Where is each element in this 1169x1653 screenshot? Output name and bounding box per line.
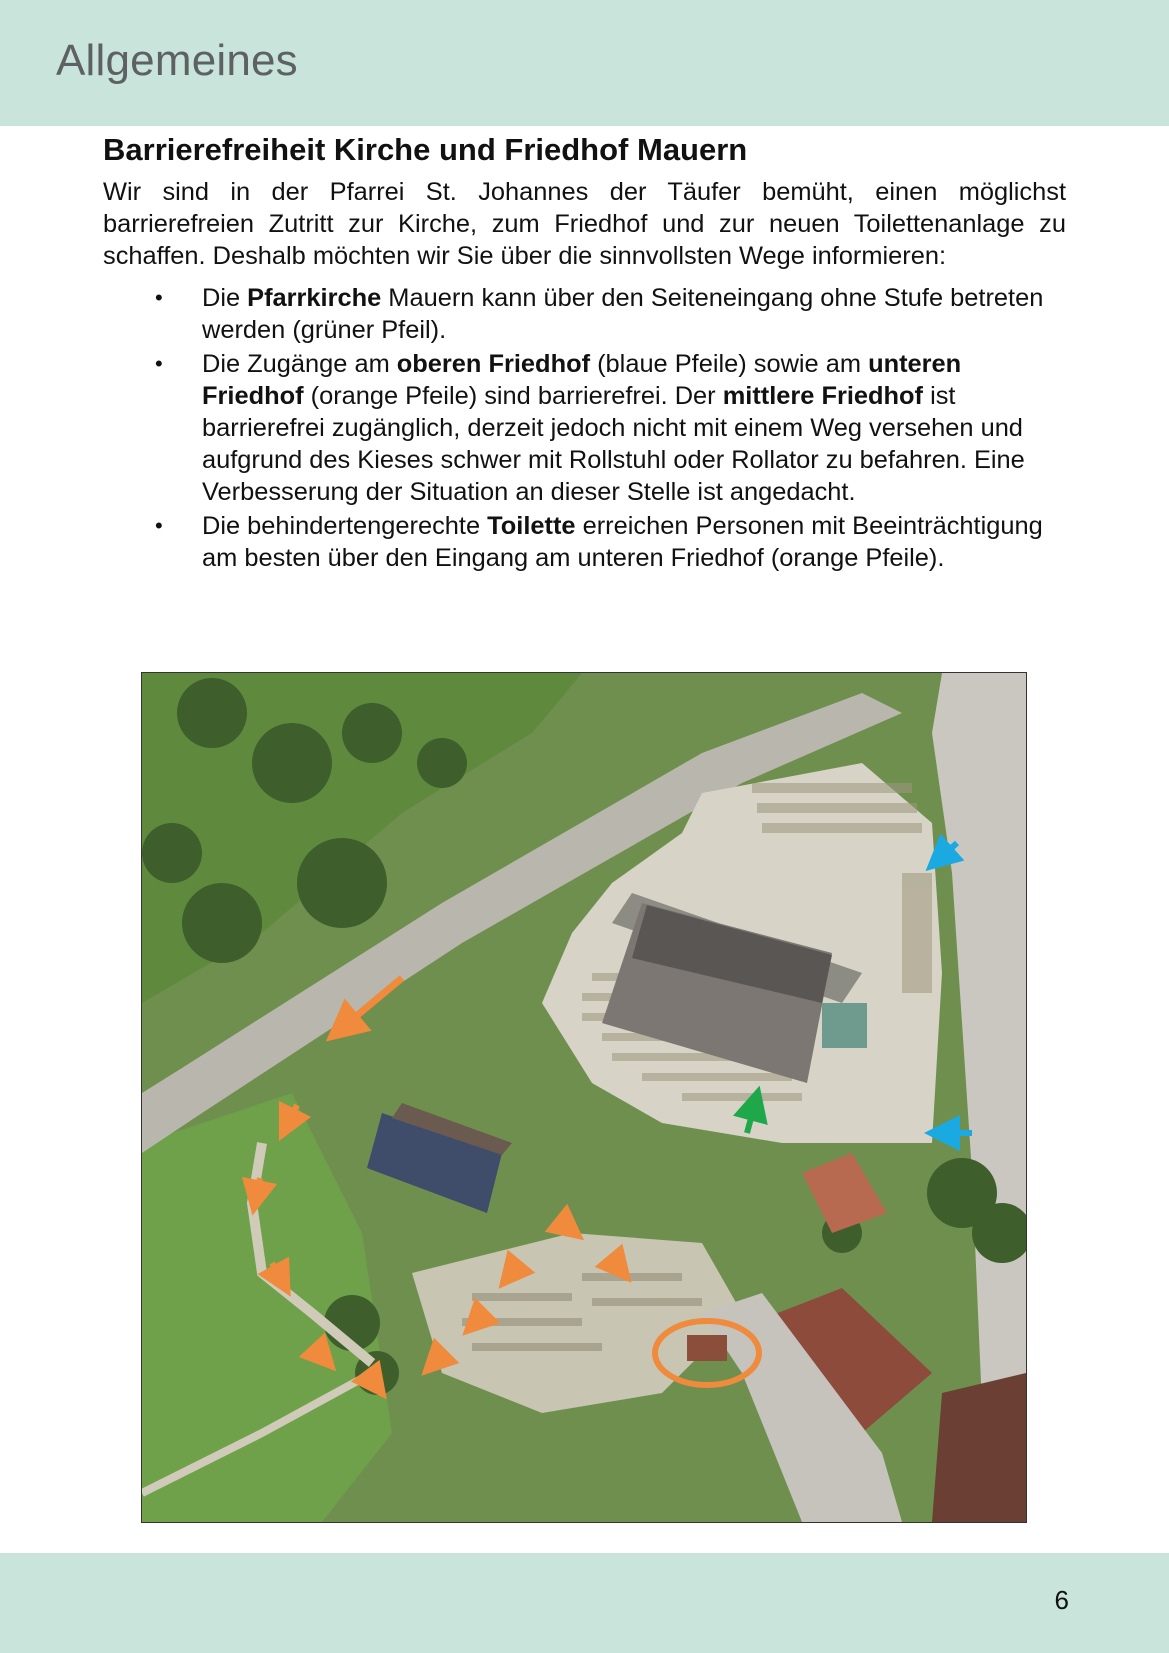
orange-arrow-icon (342, 978, 402, 1028)
bullet-text: (orange Pfeile) sind barrierefrei. Der (303, 382, 723, 411)
aerial-map (141, 672, 1027, 1523)
orange-arrow-icon (610, 1257, 620, 1269)
orange-arrow-icon (370, 1377, 376, 1385)
bullet-text: ist barrierefrei zugänglich, derzeit jedoch nicht mit einem Weg versehen und aufgrund des Kieses schwer mit Rollstuhl oder Rollator zu befahren. Eine Verbesserung der Situation an dieser Stelle ist angedacht. (202, 382, 1025, 507)
bullet-text: erreichen Personen mit Beeinträchtigung am besten über den Eingang am unteren Friedhof (orange Pfeile). (202, 512, 1043, 573)
section-title: Allgemeines (56, 36, 298, 85)
bullet-bold-text: oberen Friedhof (396, 350, 591, 379)
list-item (103, 348, 1066, 508)
orange-arrow-icon (475, 1313, 485, 1323)
route-arrows (142, 673, 1026, 1522)
bullet-icon: • (155, 285, 163, 311)
page-number: 6 (1054, 1585, 1069, 1615)
green-arrow-icon (747, 1103, 755, 1133)
bullet-list (103, 282, 1066, 574)
orange-arrow-icon (312, 1345, 324, 1358)
article-title: Barrierefreiheit Kirche und Friedhof Mauern (103, 132, 748, 167)
bullet-text: Die Zugänge am (202, 350, 397, 379)
orange-arrow-icon (434, 1355, 442, 1363)
bullet-text: Die behindertengerechte (202, 512, 488, 541)
orange-arrow-icon (287, 1105, 297, 1125)
list-item (103, 510, 1066, 574)
bullet-bold-text: mittlere Friedhof (722, 382, 924, 411)
footer-band (0, 1553, 1169, 1653)
list-item (103, 282, 1066, 346)
orange-arrow-icon (272, 1263, 282, 1281)
header-band (0, 0, 1169, 126)
bullet-text: Mauern kann über den Seiteneingang ohne Stufe betreten werden (grüner Pfeil). (202, 284, 1044, 345)
blue-arrow-icon (939, 843, 957, 859)
bullet-text: Die (202, 284, 248, 313)
bullet-text: (blaue Pfeile) sowie am (590, 350, 869, 379)
bullet-bold-text: Toilette (487, 512, 576, 541)
bullet-icon: • (155, 351, 163, 377)
bullet-bold-text: Pfarrkirche (247, 284, 382, 313)
article (103, 130, 1066, 576)
orange-arrow-icon (510, 1263, 520, 1275)
bullet-bold-text: unteren Friedhof (202, 350, 962, 411)
orange-arrow-icon (560, 1221, 570, 1229)
intro-paragraph: Wir sind in der Pfarrei St. Johannes der Täufer bemüht, einen möglichst barrierefreien Zutritt zur Kirche, zum Friedhof und zur neuen Toilettenanlage zu schaffen. Deshalb möchten wir Sie über die sinnvollsten Wege informieren: (103, 178, 1066, 271)
bullet-icon: • (155, 513, 163, 539)
orange-arrow-icon (256, 1178, 260, 1198)
